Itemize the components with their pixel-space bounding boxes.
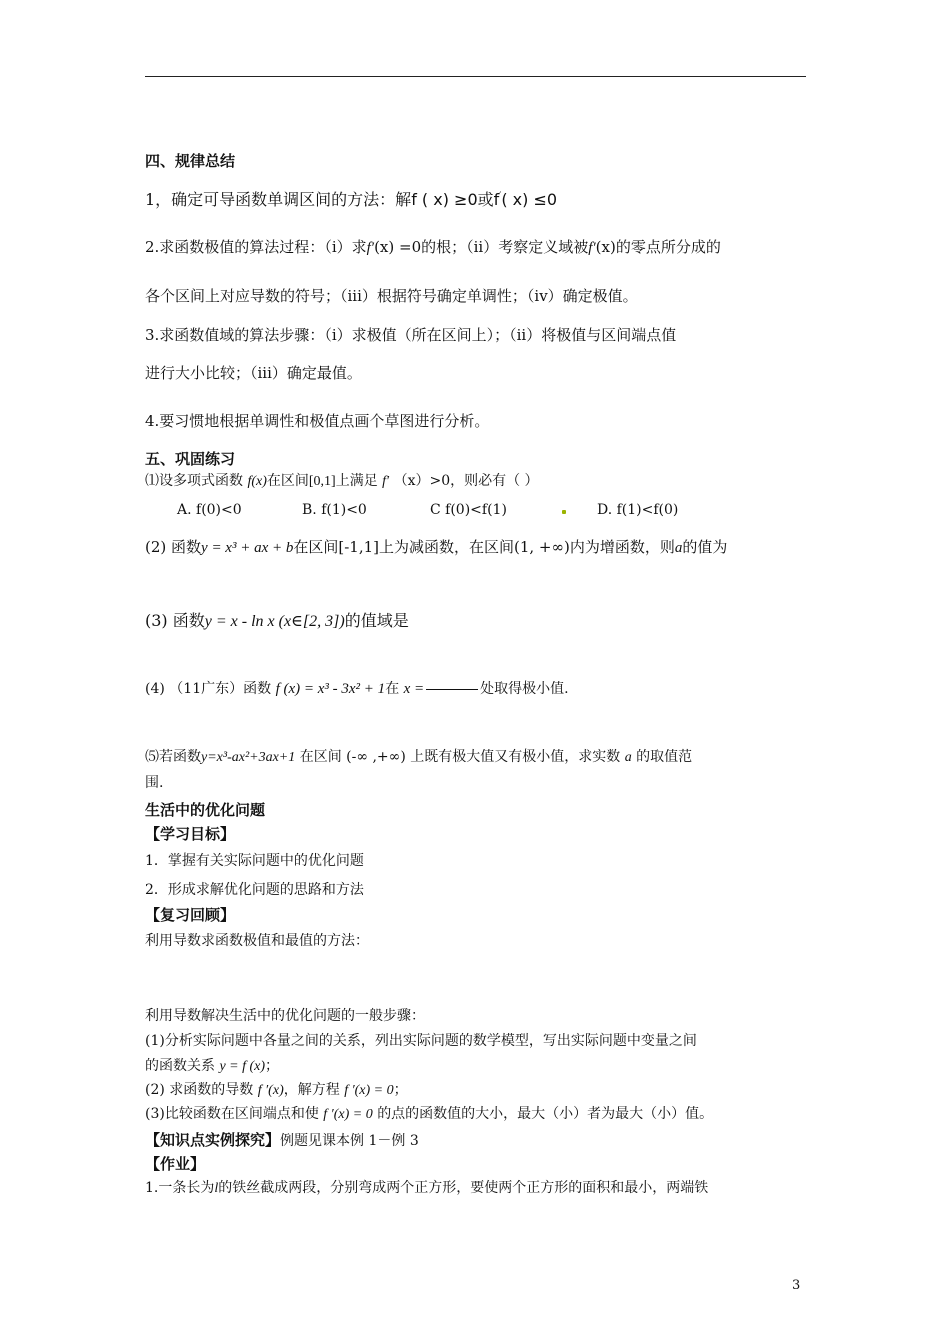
- option-a: A. f(0)<0: [177, 502, 242, 518]
- step-2-text-b: ，解方程: [283, 1082, 340, 1098]
- problem-5-text: ⑸若函数: [145, 749, 201, 765]
- step-3-text-b: 的点的函数值的大小，最大（小）者为最大（小）值。: [377, 1106, 714, 1122]
- problem-1-text-b: 在区间: [266, 473, 309, 489]
- step-3: [145, 1106, 713, 1124]
- section5-title: 五、巩固练习: [145, 450, 236, 468]
- problem-1-text: ⑴设多项式函数: [145, 473, 243, 489]
- step-2-equation: f ′(x) = 0: [344, 1083, 394, 1098]
- rule-item-3-cont: 进行大小比较；（iii）确定最值。: [145, 364, 362, 382]
- step-2: (2) 求函数的导数 f ′(x)，解方程 f ′(x) = 0；: [145, 1082, 408, 1098]
- section4-title: 四、规律总结: [145, 152, 236, 170]
- homework-1-text: 1.一条长为: [145, 1180, 215, 1196]
- header-rule: [145, 76, 806, 77]
- option-c: C f(0)<f(1): [430, 502, 507, 518]
- option-d: D. f(1)<f(0): [597, 502, 679, 518]
- step-1: (1)分析实际问题中各量之间的关系，列出实际问题的数学模型，写出实际问题中变量之间: [145, 1033, 697, 1049]
- rule-item-2-text: 2.求函数极值的算法过程：（i）求: [145, 238, 367, 256]
- step-1-function: y = f (x): [219, 1059, 266, 1074]
- knowledge-text: 例题见课本例 1－例 3: [280, 1133, 419, 1149]
- review-text: 利用导数求函数极值和最值的方法：: [145, 933, 369, 949]
- step-3-text: (3)比较函数在区间端点和使: [145, 1106, 319, 1122]
- homework-1: [145, 1180, 708, 1198]
- problem-5-text-c: 的取值范: [636, 749, 693, 765]
- rule-item-1-text: 1，确定可导函数单调区间的方法：解: [145, 190, 412, 209]
- problem-1-interval: [0,1]: [308, 474, 336, 489]
- step-3-equation: f ′(x) = 0: [323, 1107, 373, 1122]
- page-number: 3: [792, 1278, 801, 1293]
- problem-2: [145, 538, 727, 557]
- derivative-symbol: f′: [366, 240, 375, 256]
- rule-item-1-ineq-end: ( x) ≤0: [501, 190, 558, 209]
- problem-5-function: y=x³-ax²+3ax+1: [201, 750, 296, 765]
- goal-1: 1．掌握有关实际问题中的优化问题: [145, 853, 364, 869]
- homework-1-l: l: [214, 1181, 219, 1196]
- knowledge-line: [145, 1131, 419, 1150]
- answer-blank[interactable]: [426, 689, 478, 690]
- problem-1-fprime: f′: [382, 474, 390, 489]
- step-2-text: (2) 求函数的导数: [145, 1082, 254, 1098]
- homework-1-text-b: 的铁丝截成两段，分别弯成两个正方形，要使两个正方形的面积和最小，两端铁: [218, 1180, 709, 1196]
- problem-2-text-c: 的值为: [682, 538, 728, 556]
- problem-5: [145, 749, 692, 767]
- rule-item-2: [145, 238, 721, 257]
- problem-2-text-b: 在区间[-1,1]上为减函数，在区间(1, +∞)内为增函数，则: [293, 538, 675, 556]
- step-1-cont: 的函数关系 y = f (x)；: [145, 1058, 280, 1074]
- step-1-text: 的函数关系: [145, 1058, 215, 1074]
- rule-item-1: 1，确定可导函数单调区间的方法：解f ( x) ≥0或f′( x) ≤0: [145, 190, 558, 209]
- optimization-title: 生活中的优化问题: [145, 801, 266, 819]
- problem-4-text-c: 处取得极小值.: [480, 681, 569, 697]
- problem-4-x: x =: [403, 681, 425, 697]
- problem-1-text-d: （x）>0，则必有（ ）: [393, 473, 539, 489]
- rule-item-3: 3.求函数值域的算法步骤：（i）求极值（所在区间上）；（ii）将极值与区间端点值: [145, 326, 677, 344]
- problem-4-text: (4) （11广东）函数: [145, 681, 272, 697]
- problem-1-fx: f(x): [247, 474, 267, 489]
- option-b: B. f(1)<0: [302, 502, 367, 518]
- rule-item-4: 4.要习惯地根据单调性和极值点画个草图进行分析。: [145, 412, 490, 430]
- problem-2-a: a: [674, 540, 683, 556]
- problem-4-text-b: 在: [385, 681, 400, 697]
- goals-heading: 【学习目标】: [145, 825, 236, 843]
- steps-intro: 利用导数解决生活中的优化问题的一般步骤：: [145, 1008, 425, 1024]
- problem-1-text-c: 上满足: [335, 473, 378, 489]
- problem-3-text-b: 的值域是: [344, 611, 409, 630]
- rule-item-1-ineq: f ( x) ≥0或f: [411, 190, 500, 209]
- rule-item-2-text-c: (x)的零点所分成的: [595, 238, 721, 256]
- problem-1: [145, 473, 539, 491]
- problem-2-function: y = x³ + ax + b: [201, 540, 294, 556]
- stray-dot: [562, 510, 566, 514]
- knowledge-heading: 【知识点实例探究】: [145, 1131, 281, 1149]
- problem-3-text: (3) 函数: [145, 611, 205, 630]
- problem-5-a: a: [624, 750, 632, 765]
- goal-2: 2．形成求解优化问题的思路和方法: [145, 882, 364, 898]
- problem-5-cont: 围.: [145, 775, 164, 791]
- rule-item-2-cont: 各个区间上对应导数的符号；（iii）根据符号确定单调性；（iv）确定极值。: [145, 287, 638, 305]
- problem-3-function: y = x - ln x (x∈[2, 3]): [204, 613, 345, 630]
- review-heading: 【复习回顾】: [145, 906, 236, 924]
- problem-3: [145, 611, 409, 631]
- problem-5-text-b: 在区间 (-∞ ,+∞) 上既有极大值又有极小值，求实数: [299, 749, 621, 765]
- problem-2-text: (2) 函数: [145, 538, 202, 556]
- derivative-symbol-2: f′: [588, 240, 596, 256]
- step-2-derivative: f ′(x): [257, 1083, 284, 1098]
- problem-4-function: f (x) = x³ - 3x² + 1: [275, 681, 386, 697]
- problem-4: [145, 680, 569, 698]
- rule-item-2-text-b: (x) =0的根；（ii）考察定义域被: [374, 238, 589, 256]
- homework-heading: 【作业】: [145, 1155, 206, 1173]
